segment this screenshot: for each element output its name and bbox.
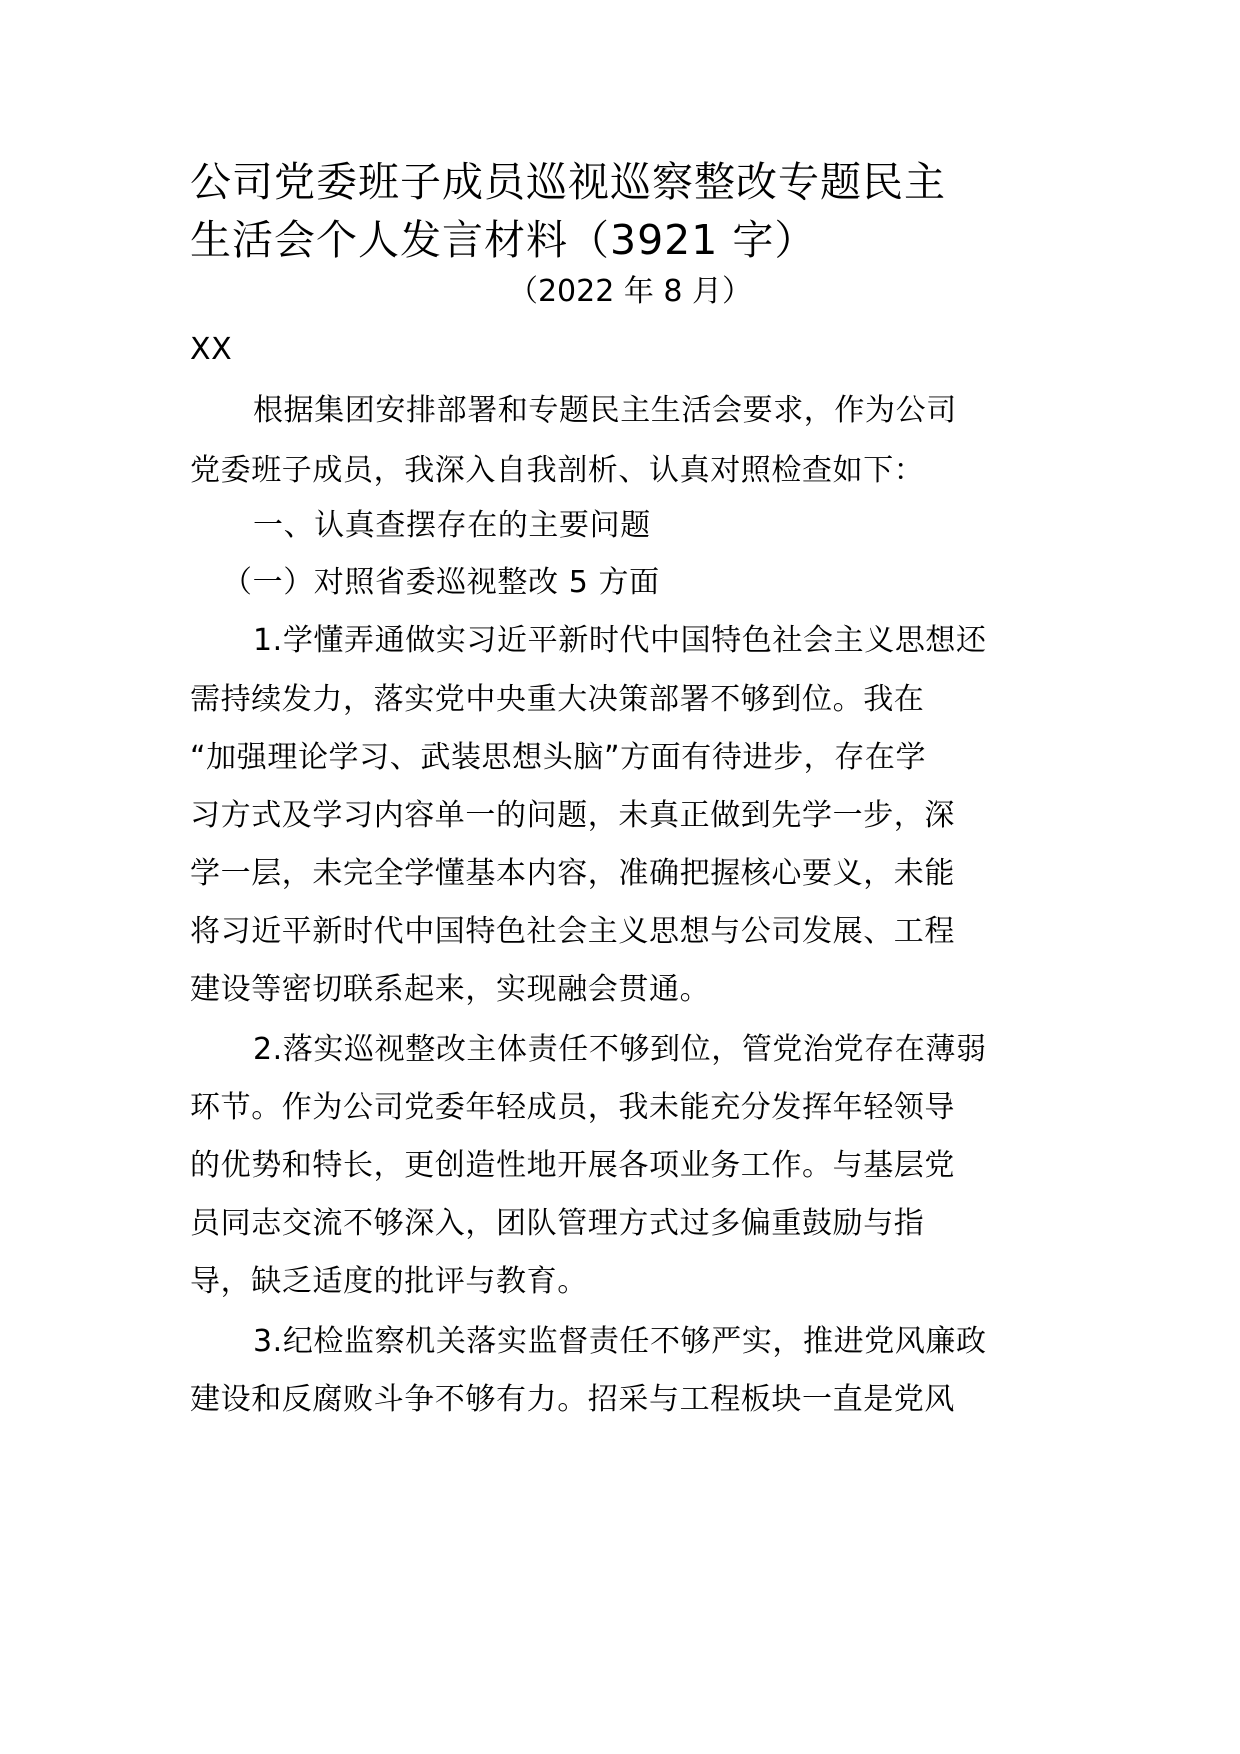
item-2-line: 环节。作为公司党委年轻成员，我未能充分发挥年轻领导 (190, 1090, 955, 1125)
item-1-line: 建设等密切联系起来，实现融会贯通。 (190, 972, 711, 1007)
section-heading-1: 一、认真查摆存在的主要问题 (253, 508, 651, 543)
document-date: （2022 年 8 月） (507, 274, 753, 309)
item-1-line: 1.学懂弄通做实习近平新时代中国特色社会主义思想还 (253, 623, 987, 658)
document-title-line-1: 公司党委班子成员巡视巡察整改专题民主 (190, 158, 946, 206)
item-2-line: 2.落实巡视整改主体责任不够到位，管党治党存在薄弱 (253, 1032, 987, 1067)
subsection-heading-1: （一）对照省委巡视整改 5 方面 (222, 565, 660, 600)
body-line: 党委班子成员，我深入自我剖析、认真对照检查如下： (190, 453, 925, 488)
item-1-line: 将习近平新时代中国特色社会主义思想与公司发展、工程 (190, 914, 955, 949)
item-1-line: 需持续发力，落实党中央重大决策部署不够到位。我在 (190, 682, 925, 717)
item-1-line: 习方式及学习内容单一的问题，未真正做到先学一步，深 (190, 798, 955, 833)
item-2-line: 导，缺乏适度的批评与教育。 (190, 1264, 588, 1299)
item-2-line: 员同志交流不够深入，团队管理方式过多偏重鼓励与指 (190, 1206, 925, 1241)
item-1-line: 学一层，未完全学懂基本内容，准确把握核心要义，未能 (190, 856, 955, 891)
item-3-line: 3.纪检监察机关落实监督责任不够严实，推进党风廉政 (253, 1324, 987, 1359)
item-2-line: 的优势和特长，更创造性地开展各项业务工作。与基层党 (190, 1148, 955, 1183)
item-3-line: 建设和反腐败斗争不够有力。招采与工程板块一直是党风 (190, 1382, 955, 1417)
document-title-line-2: 生活会个人发言材料（3921 字） (190, 216, 817, 264)
item-1-line: “加强理论学习、武装思想头脑”方面有待进步，存在学 (190, 740, 927, 775)
body-line: 根据集团安排部署和专题民主生活会要求，作为公司 (253, 393, 957, 428)
author-name: XX (190, 332, 233, 367)
